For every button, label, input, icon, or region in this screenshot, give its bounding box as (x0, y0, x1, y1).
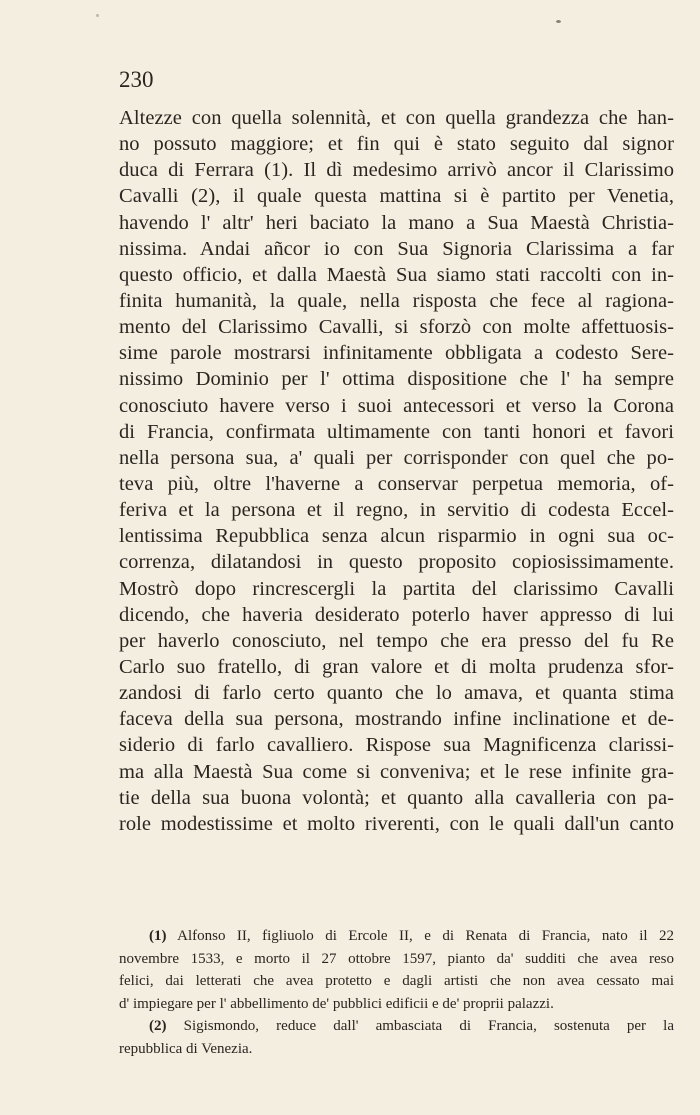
body-line: havendo l' altr' heri baciato la mano a Sua Maestà Christia- (119, 211, 674, 234)
body-line: conosciuto havere verso i suoi antecessori et verso la Corona (119, 394, 674, 417)
body-line: lentissima Repubblica senza alcun risparmio in ogni sua oc- (119, 525, 674, 548)
body-line: sime parole mostrarsi infinitamente obbligata a codesto Sere- (119, 342, 674, 365)
page-number: 230 (119, 67, 154, 92)
body-line: zandosi di farlo certo quanto che lo amava, et quanta stima (119, 682, 674, 705)
footnote-marker: (2) (149, 1018, 167, 1034)
body-line: questo officio, et dalla Maestà Sua siamo stati raccolti con in- (119, 263, 674, 286)
body-line: no possuto maggiore; et fin qui è stato seguito dal signor (119, 133, 674, 156)
footnote-line: novembre 1533, e morto il 27 ottobre 1597, pianto da' sudditi che avea reso (119, 950, 674, 967)
body-line: tie della sua buona volontà; et quanto alla cavalleria con pa- (119, 786, 674, 809)
footnote-text: Alfonso II, figliuolo di Ercole II, e di Renata di Francia, nato il 22 (177, 928, 674, 944)
body-line: dicendo, che haveria desiderato poterlo haver appresso di lui (119, 603, 674, 626)
page-speck (96, 14, 99, 17)
footnotes (119, 925, 674, 1060)
body-line: correnza, dilatandosi in questo proposito copiosissimamente. (119, 551, 674, 574)
footnote-line: d' impiegare per l' abbellimento de' pubblici edificii e de' proprii palazzi. (119, 995, 554, 1012)
body-line: per haverlo conosciuto, nel tempo che era presso del fu Re (119, 629, 674, 652)
body-line: nissima. Andai añcor io con Sua Signoria Clarissima a far (119, 237, 674, 260)
body-line: teva più, oltre l'haverne a conservar perpetua memoria, of- (119, 472, 674, 495)
footnote-line (119, 925, 674, 948)
body-line: faceva della sua persona, mostrando infine inclinatione et de- (119, 708, 674, 731)
body-line: Mostrò dopo rincrescergli la partita del clarissimo Cavalli (119, 577, 674, 600)
body-line: nella persona sua, a' quali per corrisponder con quel che po- (119, 446, 674, 469)
body-line: Altezze con quella solennità, et con quella grandezza che han- (119, 107, 674, 129)
body-line: finita humanità, la quale, nella risposta che fece al ragiona- (119, 289, 674, 312)
footnote-line (119, 1015, 674, 1038)
body-text (119, 105, 674, 837)
body-line: mento del Clarissimo Cavalli, si sforzò con molte affettuosis- (119, 316, 674, 339)
body-line: feriva et la persona et il regno, in servitio di codesta Eccel- (119, 499, 674, 522)
body-line: Carlo suo fratello, di gran valore et di molta prudenza sfor- (119, 655, 674, 678)
footnote-2 (119, 1015, 674, 1060)
footnote-line: felici, dai letterati che avea protetto e dagli artisti che non avea cessato mai (119, 973, 674, 989)
footnote-text: Sigismondo, reduce dall' ambasciata di Francia, sostenuta per la (183, 1018, 674, 1034)
body-line: siderio di farlo cavalliero. Rispose sua Magnificenza clarissi- (119, 734, 674, 757)
footnote-1 (119, 925, 674, 1015)
footnote-marker: (1) (149, 928, 167, 944)
body-line: Cavalli (2), il quale questa mattina si è partito per Venetia, (119, 185, 674, 208)
body-line: di Francia, confirmata ultimamente con tanti honori et favori (119, 420, 674, 443)
body-line: ma alla Maestà Sua come si conveniva; et le rese infinite gra- (119, 760, 674, 783)
body-line: nissimo Dominio per l' ottima dispositione che l' ha sempre (119, 368, 674, 391)
footnote-line: repubblica di Venezia. (119, 1040, 253, 1057)
page-speck (556, 20, 561, 23)
body-line: duca di Ferrara (1). Il dì medesimo arrivò ancor il Clarissimo (119, 159, 674, 182)
body-line: role modestissime et molto riverenti, con le quali dall'un canto (119, 812, 674, 835)
